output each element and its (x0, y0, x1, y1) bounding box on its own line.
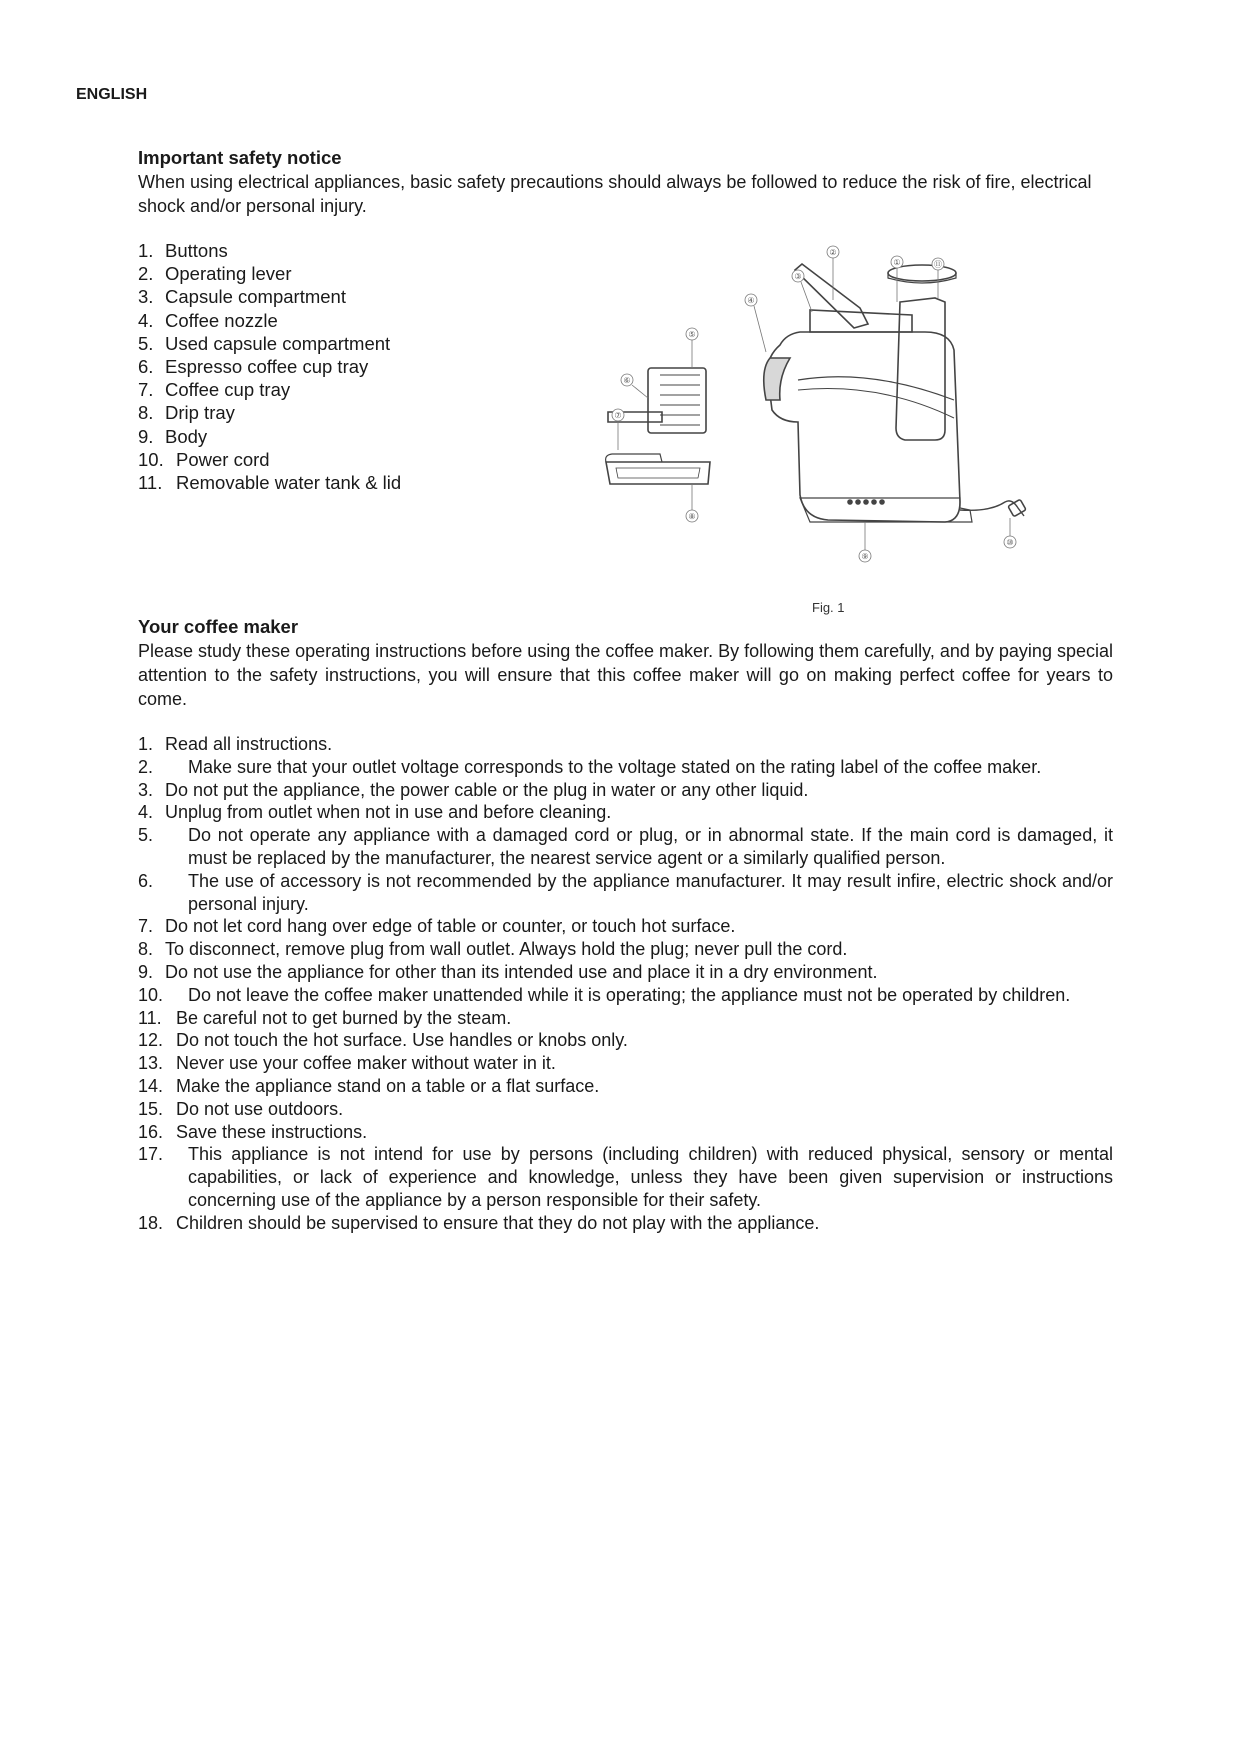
list-item: 18. Children should be supervised to ensure that they do not play with the appliance. (138, 1212, 820, 1233)
safety-heading: Important safety notice (138, 147, 342, 168)
list-item: 12. Do not touch the hot surface. Use handles or knobs only. (138, 1030, 628, 1051)
list-item: 10. Power cord (138, 448, 270, 470)
list-item: 6. The use of accessory is not recommended by the appliance manufacturer. It may result infire, electric shock and/or personal injury. (138, 870, 1113, 914)
list-item: 9. Do not use the appliance for other than its intended use and place it in a dry environment. (138, 961, 878, 982)
list-item: 8. Drip tray (138, 402, 235, 424)
coffee-maker-section (138, 615, 1113, 711)
list-item: 1. Buttons (138, 240, 228, 261)
base-plate (800, 498, 972, 522)
callout-5: ⑤ (688, 330, 696, 339)
list-item: 3. Do not put the appliance, the power cable or the plug in water or any other liquid. (138, 779, 809, 800)
safety-text: When using electrical appliances, basic safety precautions should always be followed to reduce the risk of fire, electrical shock and/or personal injury. (138, 172, 1092, 216)
language-label: ENGLISH (76, 86, 148, 103)
coffee-maker-text: Please study these operating instructions before using the coffee maker. By following them carefully, and by paying special attention to the safety instructions, you will ensure that this coffee maker will go on making perfect coffee for years to come. (138, 641, 1113, 709)
list-item: 4. Unplug from outlet when not in use and before cleaning. (138, 802, 612, 823)
callout-1: ① (893, 258, 901, 267)
figure-caption: Fig. 1 (812, 600, 845, 615)
callout-4: ④ (747, 296, 755, 305)
callout-8: ⑧ (688, 512, 696, 521)
list-item: 2. Operating lever (138, 263, 292, 285)
list-item: 5. Used capsule compartment (138, 332, 391, 354)
list-item: 7. Do not let cord hang over edge of table or counter, or touch hot surface. (138, 916, 736, 937)
capsule-compartment-shape (648, 368, 706, 433)
list-item: 11. Removable water tank & lid (138, 472, 402, 494)
list-item: 4. Coffee nozzle (138, 309, 278, 331)
list-item: 14. Make the appliance stand on a table or a flat surface. (138, 1075, 600, 1096)
list-item: 16. Save these instructions. (138, 1121, 368, 1142)
callout-6: ⑥ (623, 376, 631, 385)
callout-9: ⑨ (861, 552, 869, 561)
coffee-maker-heading: Your coffee maker (138, 616, 299, 637)
machine-top (810, 310, 912, 332)
coffee-maker-diagram (600, 240, 1070, 620)
instructions-list (138, 733, 1113, 1235)
callout-10: ⑩ (1006, 538, 1014, 547)
safety-section (138, 146, 1113, 218)
list-item: 10. Do not leave the coffee maker unattended while it is operating; the appliance must not be operated by children. (138, 984, 1071, 1005)
callout-11: ⑪ (934, 260, 942, 269)
coffee-maker-illustration (600, 240, 1070, 620)
list-item: 13. Never use your coffee maker without water in it. (138, 1053, 556, 1074)
callout-2: ② (829, 248, 837, 257)
list-item: 5. Do not operate any appliance with a damaged cord or plug, or in abnormal state. If the main cord is damaged, it must be replaced by the manufacturer, the nearest service agent or a similarly qualified person. (138, 825, 1113, 868)
parts-list (138, 239, 401, 494)
list-item: 1. Read all instructions. (138, 734, 333, 754)
list-item: 2. Make sure that your outlet voltage corresponds to the voltage stated on the rating label of the coffee maker. (138, 756, 1042, 777)
list-item: 11. Be careful not to get burned by the steam. (138, 1007, 512, 1028)
list-item: 8. To disconnect, remove plug from wall outlet. Always hold the plug; never pull the cord. (138, 939, 848, 960)
list-item: 15. Do not use outdoors. (138, 1098, 344, 1119)
list-item: 9. Body (138, 425, 208, 447)
callout-7: ⑦ (614, 411, 622, 420)
list-item: 3. Capsule compartment (138, 286, 346, 308)
drip-tray-shape (606, 462, 710, 484)
machine-body (768, 332, 961, 522)
callout-3: ③ (794, 272, 802, 281)
list-item: 6. Espresso coffee cup tray (138, 356, 369, 378)
list-item: 17. This appliance is not intend for use by persons (including children) with reduced physical, sensory or mental capabilities, or lack of experience and knowledge, unless they have been given supervision or instructions concerning use of the appliance by a person responsible for their safety. (138, 1144, 1113, 1210)
water-tank-shape (896, 298, 945, 440)
coffee-nozzle-shape (764, 358, 790, 400)
list-item: 7. Coffee cup tray (138, 379, 291, 401)
